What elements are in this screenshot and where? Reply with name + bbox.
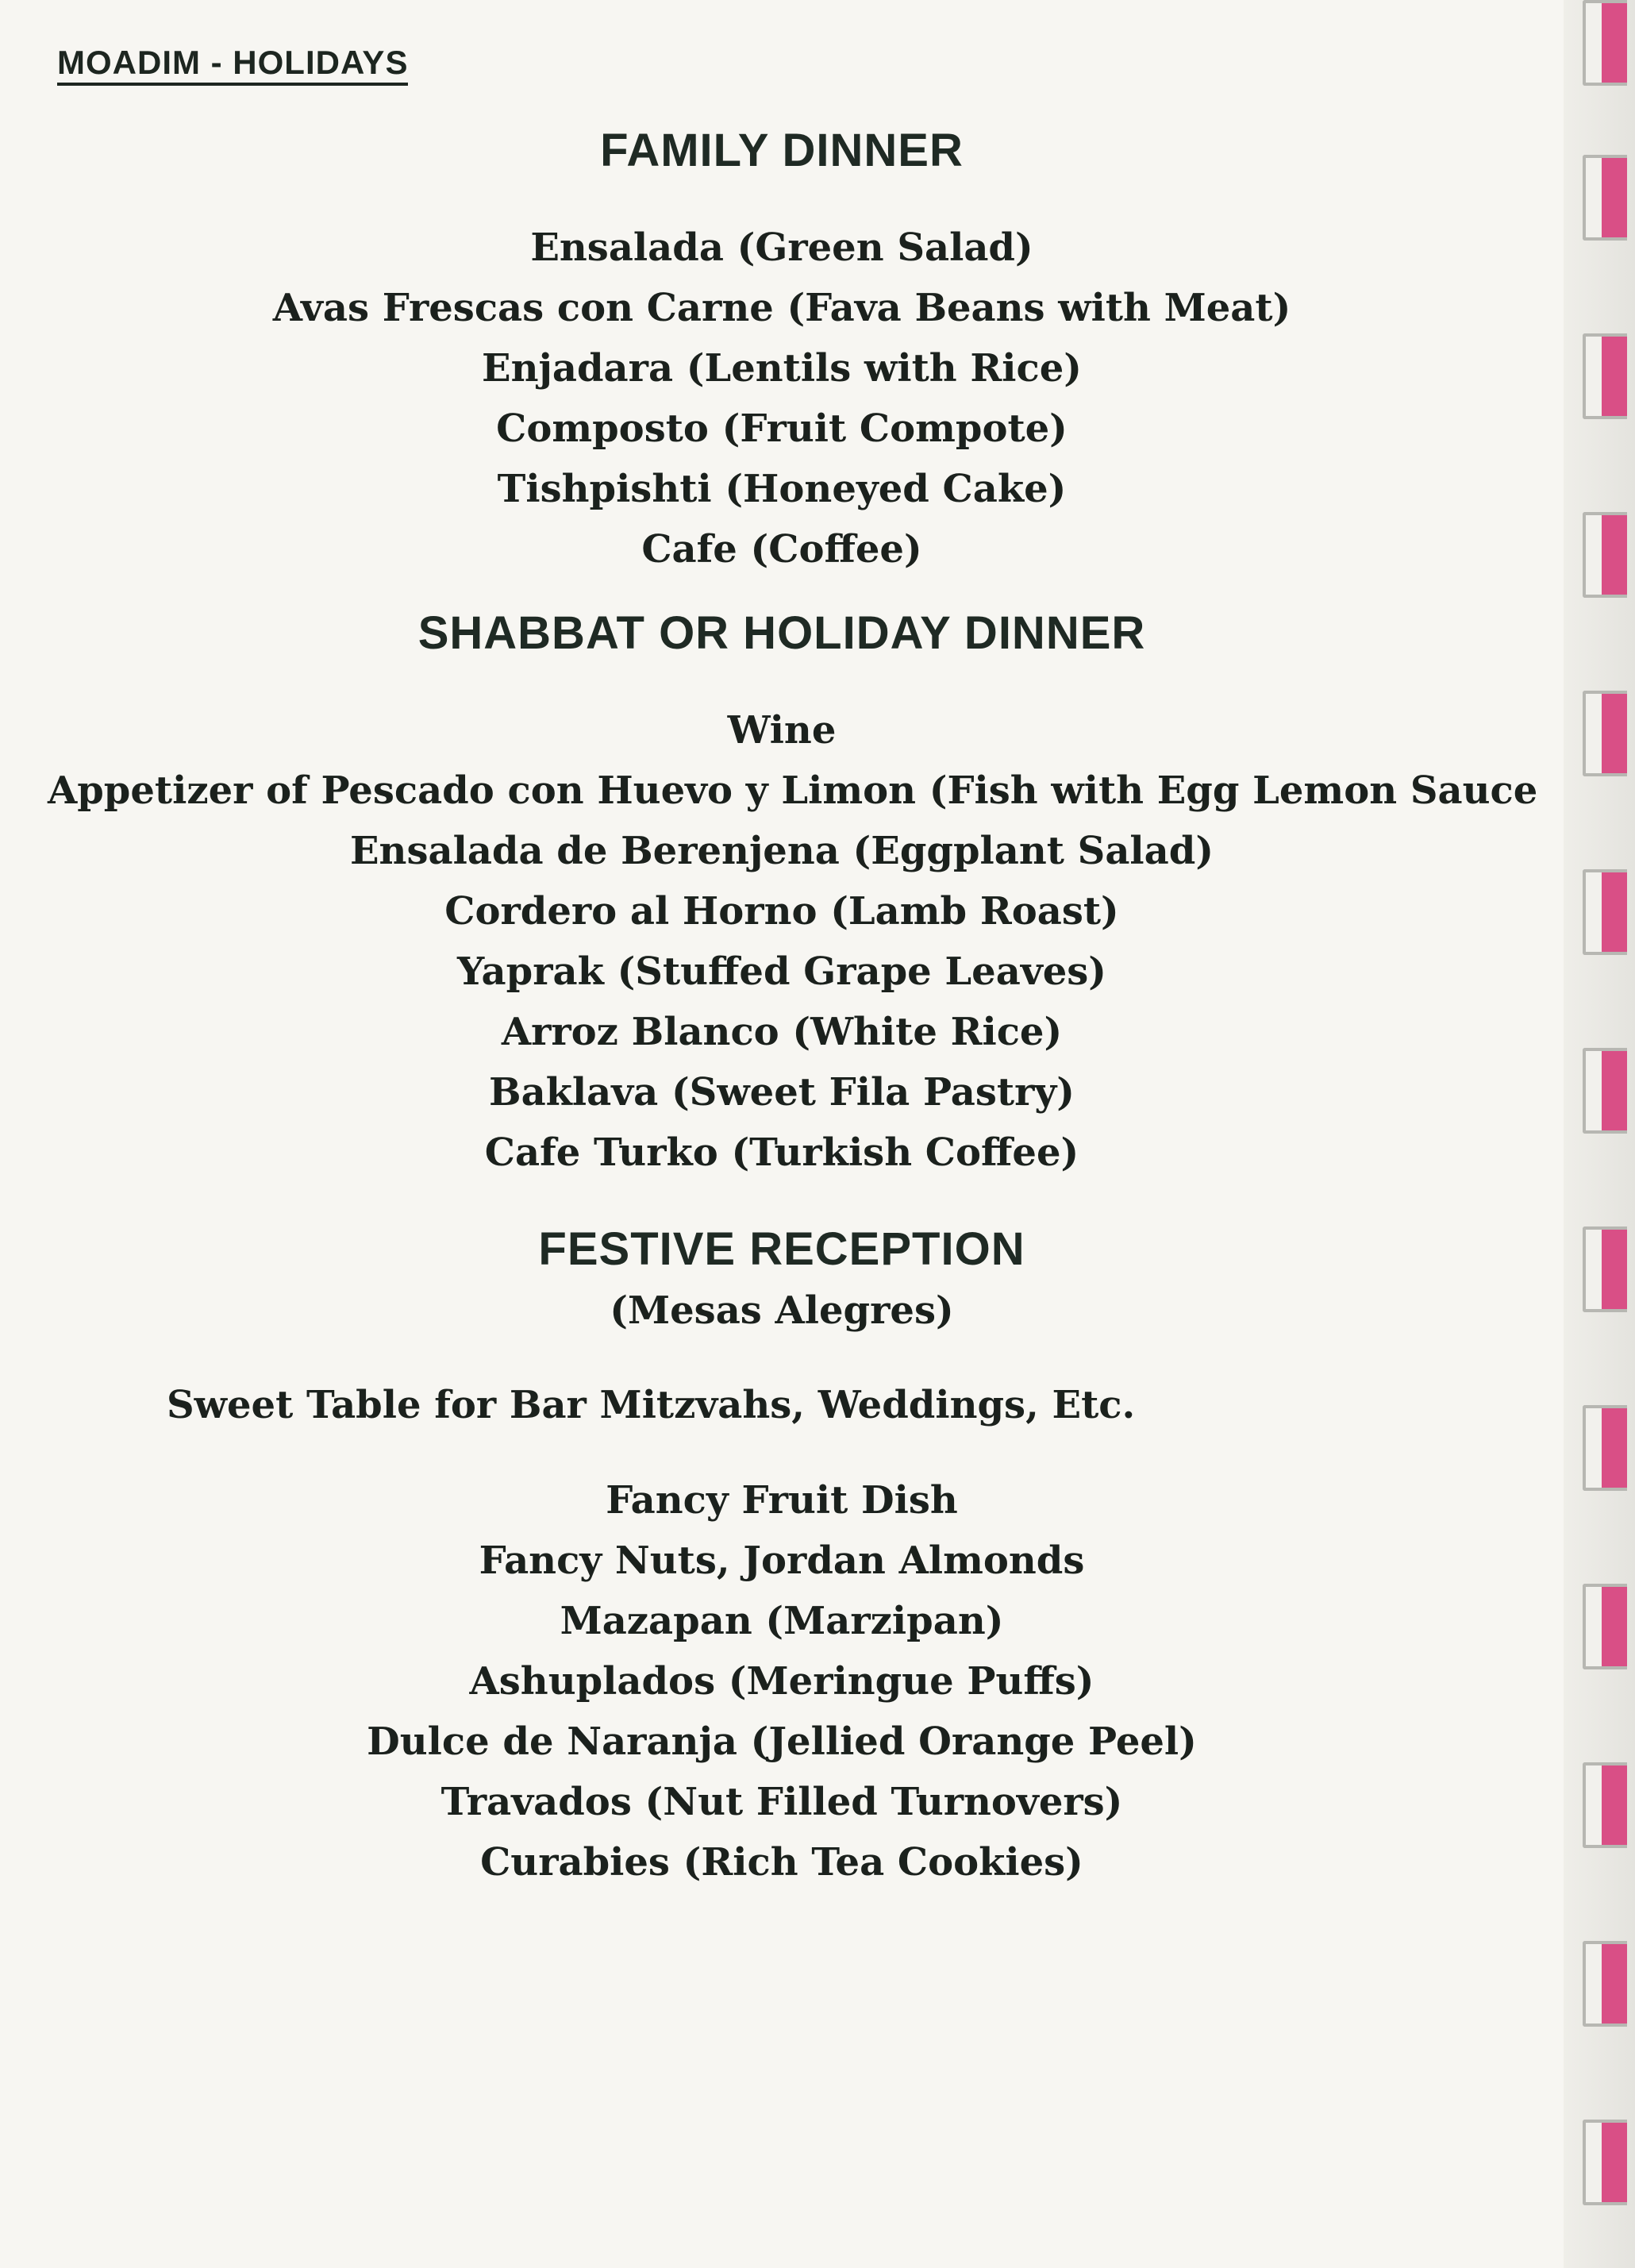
menu-item: Composto (Fruit Compote) [496,406,1068,451]
menu-item: Cordero al Horno (Lamb Roast) [444,889,1119,934]
binding-ring [1583,1048,1627,1134]
spacer [48,665,1516,700]
family-dinner-heading: FAMILY DINNER [600,125,964,176]
menu-item: Enjadara (Lentils with Rice) [482,346,1082,391]
spacer [48,1435,1516,1470]
festive-reception-heading: FESTIVE RECEPTION [538,1223,1025,1275]
menu-item: Yaprak (Stuffed Grape Leaves) [457,949,1106,994]
menu-item: Ensalada de Berenjena (Eggplant Salad) [349,829,1214,873]
festive-reception-subtitle: (Mesas Alegres) [610,1288,954,1333]
festive-reception-section [48,1218,1516,1893]
family-dinner-section [48,119,1516,580]
menu-item: Cafe (Coffee) [641,527,922,572]
menu-item: Baklava (Sweet Fila Pastry) [489,1070,1075,1115]
shabbat-dinner-section [48,602,1538,1183]
running-head: MOADIM - HOLIDAYS [57,46,408,86]
binding-ring [1583,1584,1627,1669]
binding-ring [1583,1226,1627,1312]
binding-ring [1583,333,1627,419]
menu-item: Wine [727,708,837,753]
binding-ring [1583,691,1627,776]
spacer [48,183,1516,218]
binding-ring [1583,0,1627,86]
menu-item: Travados (Nut Filled Turnovers) [440,1780,1123,1824]
menu-content [48,119,1538,1893]
menu-item: Arroz Blanco (White Rice) [501,1010,1063,1054]
binding-ring [1583,1941,1627,2027]
menu-item: Fancy Fruit Dish [606,1478,958,1523]
sweet-table-intro: Sweet Table for Bar Mitzvahs, Weddings, Etc. [167,1383,1136,1427]
binding-ring [1583,512,1627,598]
menu-item: Fancy Nuts, Jordan Almonds [479,1538,1085,1583]
spacer [48,580,1516,602]
menu-item: Cafe Turko (Turkish Coffee) [484,1130,1079,1175]
shabbat-dinner-heading: SHABBAT OR HOLIDAY DINNER [417,607,1146,659]
menu-item: Dulce de Naranja (Jellied Orange Peel) [367,1719,1197,1764]
binding-ring [1583,869,1627,955]
spiral-binding [1564,0,1635,2268]
menu-item: Tishpishti (Honeyed Cake) [497,467,1067,511]
menu-item: Ashuplados (Meringue Puffs) [469,1659,1094,1704]
binding-ring [1583,155,1627,241]
spacer [48,1183,1516,1218]
binding-ring [1583,1405,1627,1491]
menu-item: Appetizer of Pescado con Huevo y Limon (Fish with Egg Lemon Sauce [48,768,1538,813]
binding-ring [1583,1762,1627,1848]
menu-item: Ensalada (Green Salad) [530,225,1033,270]
binding-ring [1583,2120,1627,2205]
menu-item: Avas Frescas con Carne (Fava Beans with Meat) [272,286,1291,330]
spacer [48,1340,1516,1375]
menu-item: Curabies (Rich Tea Cookies) [480,1840,1083,1885]
menu-item: Mazapan (Marzipan) [560,1599,1004,1643]
